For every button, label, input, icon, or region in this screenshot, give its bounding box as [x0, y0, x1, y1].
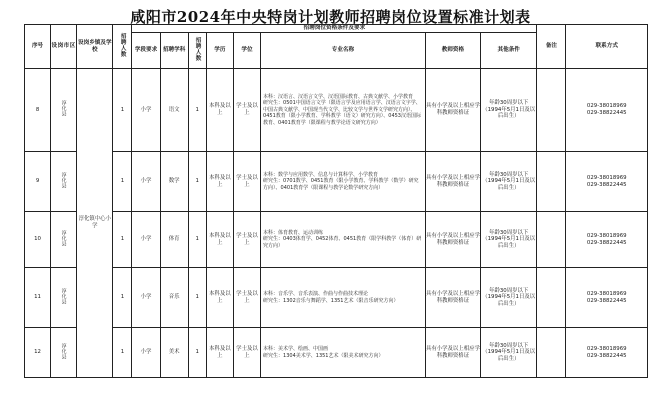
row-note — [537, 328, 566, 378]
header-town: 设岗乡镇及学校 — [77, 25, 113, 69]
row-count: 1 — [113, 152, 132, 212]
header-count: 招聘人数 — [113, 25, 132, 69]
row-city: 淳化县 — [51, 328, 77, 378]
row-contact: 029-38018969 029-38822445 — [566, 152, 648, 212]
row-subject-count: 1 — [188, 152, 206, 212]
row-stage: 小学 — [132, 268, 160, 328]
row-city: 淳化县 — [51, 212, 77, 268]
header-edu: 学历 — [206, 33, 233, 69]
row-note — [537, 69, 566, 152]
row-note — [537, 268, 566, 328]
row-contact: 029-38018969 029-38822445 — [566, 328, 648, 378]
row-degree: 学士及以上 — [233, 328, 260, 378]
row-edu: 本科及以上 — [206, 69, 233, 152]
header-subject: 招聘学科 — [160, 33, 188, 69]
row-stage: 小学 — [132, 152, 160, 212]
row-cert: 具有小学及以上相应学科教师资格证 — [425, 152, 480, 212]
row-count: 1 — [113, 212, 132, 268]
row-edu: 本科及以上 — [206, 328, 233, 378]
row-edu: 本科及以上 — [206, 212, 233, 268]
row-seq: 11 — [25, 268, 51, 328]
row-count: 1 — [113, 69, 132, 152]
row-city: 淳化县 — [51, 69, 77, 152]
row-other: 年龄30周岁以下（1994年5月1日及以后出生） — [481, 69, 537, 152]
row-subject-count: 1 — [188, 328, 206, 378]
recruitment-table — [24, 24, 648, 378]
document-title: 咸阳市2024年中央特岗计划教师招聘岗位设置标准计划表 — [130, 8, 531, 26]
header-degree: 学位 — [233, 33, 260, 69]
row-city: 淳化县 — [51, 268, 77, 328]
row-major: 本科：美术学、绘画、中国画 研究生：1304美术学、1351艺术（限美术研究方向） — [261, 328, 426, 378]
row-city: 淳化县 — [51, 152, 77, 212]
row-cert: 具有小学及以上相应学科教师资格证 — [425, 328, 480, 378]
row-other: 年龄30周岁以下（1994年5月1日及以后出生） — [481, 152, 537, 212]
row-other: 年龄30周岁以下（1994年5月1日及以后出生） — [481, 328, 537, 378]
row-subject: 音乐 — [160, 268, 188, 328]
row-stage: 小学 — [132, 69, 160, 152]
row-seq: 9 — [25, 152, 51, 212]
header-subject-count: 招聘人数 — [188, 33, 206, 69]
table-row — [25, 328, 648, 378]
row-cert: 具有小学及以上相应学科教师资格证 — [425, 69, 480, 152]
row-seq: 8 — [25, 69, 51, 152]
row-seq: 12 — [25, 328, 51, 378]
row-subject-count: 1 — [188, 268, 206, 328]
row-other: 年龄30周岁以下（1994年5月1日及以后出生） — [481, 212, 537, 268]
row-major: 本科：汉语言、汉语言文学、汉语国际教育、古典文献学、小学教育 研究生：0501中国语言文学（限语言学及应用语言学、汉语言文字学、中国古典文献学、中国现当代文学、比较文学与世界文学研究方向）、0451教育（限小学教育、学科教学（语文）研究方向）、0453汉语国际教育、0401教育学（限课程与教学论语文研究方向） — [261, 69, 426, 152]
row-degree: 学士及以上 — [233, 69, 260, 152]
row-contact: 029-38018969 029-38822445 — [566, 212, 648, 268]
row-seq: 10 — [25, 212, 51, 268]
row-subject: 数学 — [160, 152, 188, 212]
row-stage: 小学 — [132, 328, 160, 378]
row-degree: 学士及以上 — [233, 152, 260, 212]
row-contact: 029-38018969 029-38822445 — [566, 268, 648, 328]
row-major: 本科：数学与应用数学、信息与计算科学、小学教育 研究生：0701数学、0451教育（限小学教育、学科教学（数学）研究方向）、0401教育学（限课程与教学论数学研究方向） — [261, 152, 426, 212]
table-row — [25, 212, 648, 268]
row-subject-count: 1 — [188, 212, 206, 268]
table-row — [25, 268, 648, 328]
row-major: 本科：音乐学、音乐表演、作曲与作曲技术理论 研究生：1302音乐与舞蹈学、1351艺术（限音乐研究方向） — [261, 268, 426, 328]
row-subject: 美术 — [160, 328, 188, 378]
row-other: 年龄30周岁以下（1994年5月1日及以后出生） — [481, 268, 537, 328]
row-subject: 体育 — [160, 212, 188, 268]
row-contact: 029-38018969 029-38822445 — [566, 69, 648, 152]
row-note — [537, 212, 566, 268]
header-cert: 教师资格 — [425, 33, 480, 69]
row-subject-count: 1 — [188, 69, 206, 152]
row-degree: 学士及以上 — [233, 212, 260, 268]
header-city: 设岗市区 — [51, 25, 77, 69]
row-school: 淳化镇中心小学 — [77, 69, 113, 378]
header-major: 专业名称 — [261, 33, 426, 69]
row-cert: 具有小学及以上相应学科教师资格证 — [425, 212, 480, 268]
header-note: 备注 — [537, 25, 566, 69]
row-count: 1 — [113, 268, 132, 328]
header-stage: 学段要求 — [132, 33, 160, 69]
row-major: 本科：体育教育、运动训练 研究生：0403体育学、0452体育、0451教育（限学科教学（体育）研究方向） — [261, 212, 426, 268]
table-row — [25, 69, 648, 152]
row-cert: 具有小学及以上相应学科教师资格证 — [425, 268, 480, 328]
table-row — [25, 152, 648, 212]
row-count: 1 — [113, 328, 132, 378]
row-edu: 本科及以上 — [206, 152, 233, 212]
header-req-group: 招聘岗位资格条件及要求 — [132, 25, 537, 33]
row-subject: 语文 — [160, 69, 188, 152]
header-other: 其他条件 — [481, 33, 537, 69]
header-seq: 序号 — [25, 25, 51, 69]
row-note — [537, 152, 566, 212]
row-edu: 本科及以上 — [206, 268, 233, 328]
header-contact: 联系方式 — [566, 25, 648, 69]
row-stage: 小学 — [132, 212, 160, 268]
row-degree: 学士及以上 — [233, 268, 260, 328]
